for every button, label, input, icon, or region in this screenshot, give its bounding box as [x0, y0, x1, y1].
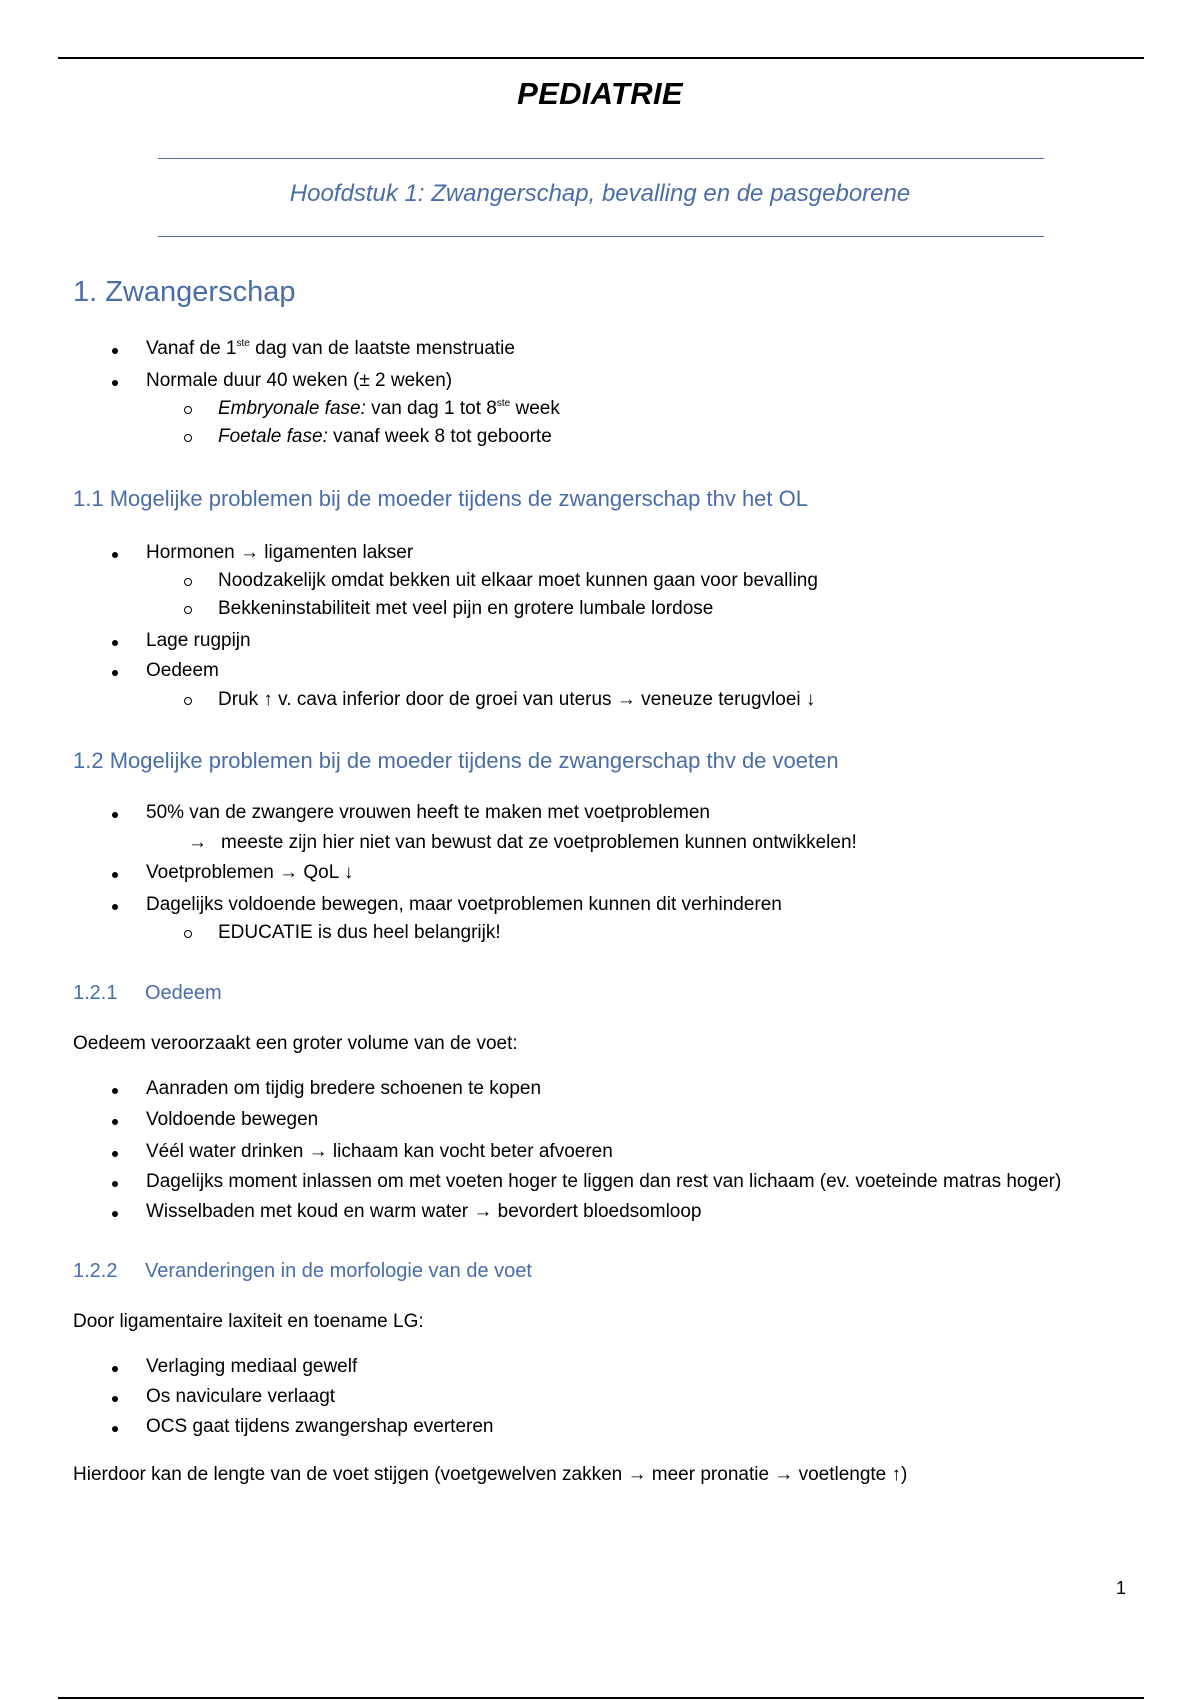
list-item: 50% van de zwangere vrouwen heeft te maken met voetproblemen	[146, 802, 710, 823]
list-item: Dagelijks voldoende bewegen, maar voetproblemen kunnen dit verhinderen	[146, 894, 782, 915]
sub-list-item: Foetale fase: vanaf week 8 tot geboorte	[218, 426, 552, 447]
list-item: Aanraden om tijdig bredere schoenen te kopen	[146, 1078, 542, 1099]
chapter-rule-bottom	[158, 236, 1044, 237]
section-1-2-2-heading: 1.2.2 Veranderingen in de morfologie van de voet	[73, 1260, 532, 1282]
sub-list-item: Druk ↑ v. cava inferior door de groei van uterus → veneuze terugvloei ↓	[218, 689, 816, 710]
paragraph: Oedeem veroorzaakt een groter volume van de voet:	[73, 1033, 518, 1054]
list-item: Dagelijks moment inlassen om met voeten hoger te liggen dan rest van lichaam (ev. voeteinde matras hoger)	[146, 1171, 1062, 1192]
list-item: Os naviculare verlaagt	[146, 1386, 336, 1407]
bottom-rule	[58, 1697, 1144, 1699]
sub-list-item: Bekkeninstabiliteit met veel pijn en grotere lumbale lordose	[218, 598, 714, 619]
list-item: Voldoende bewegen	[146, 1109, 319, 1130]
right-arrow-icon: →	[188, 832, 207, 853]
list-item: Oedeem	[146, 660, 219, 681]
list-item: Lage rugpijn	[146, 630, 251, 651]
top-rule	[58, 57, 1144, 59]
arrow-continuation: → meeste zijn hier niet van bewust dat ze voetproblemen kunnen ontwikkelen!	[188, 832, 857, 853]
list-item: OCS gaat tijdens zwangershap everteren	[146, 1416, 494, 1437]
page-number: 1	[1116, 1578, 1127, 1598]
paragraph-conclusion: Hierdoor kan de lengte van de voet stijgen (voetgewelven zakken → meer pronatie → voetlengte ↑)	[73, 1464, 908, 1485]
paragraph: Door ligamentaire laxiteit en toename LG:	[73, 1311, 424, 1332]
list-item: Vanaf de 1ste dag van de laatste menstruatie	[146, 338, 515, 359]
sub-list-item: EDUCATIE is dus heel belangrijk!	[218, 922, 501, 943]
sub-list-item: Embryonale fase: van dag 1 tot 8ste week	[218, 398, 560, 419]
section-1-2-heading: 1.2 Mogelijke problemen bij de moeder tijdens de zwangerschap thv de voeten	[73, 748, 839, 773]
chapter-title: Hoofdstuk 1: Zwangerschap, bevalling en de pasgeborene	[289, 180, 911, 207]
section-1-heading: 1. Zwangerschap	[73, 276, 296, 308]
list-item: Verlaging mediaal gewelf	[146, 1356, 358, 1377]
document-title: PEDIATRIE	[517, 76, 683, 111]
sub-list-item: Noodzakelijk omdat bekken uit elkaar moet kunnen gaan voor bevalling	[218, 570, 818, 591]
list-item: Wisselbaden met koud en warm water → bevordert bloedsomloop	[146, 1201, 702, 1222]
list-item: Véél water drinken → lichaam kan vocht beter afvoeren	[146, 1141, 613, 1162]
list-item: Voetproblemen → QoL ↓	[146, 862, 354, 883]
chapter-rule-top	[158, 158, 1044, 159]
section-1-2-1-heading: 1.2.1 Oedeem	[73, 982, 222, 1004]
list-item: Normale duur 40 weken (± 2 weken)	[146, 370, 453, 391]
list-item: Hormonen → ligamenten lakser	[146, 542, 414, 563]
section-1-1-heading: 1.1 Mogelijke problemen bij de moeder tijdens de zwangerschap thv het OL	[73, 486, 808, 511]
